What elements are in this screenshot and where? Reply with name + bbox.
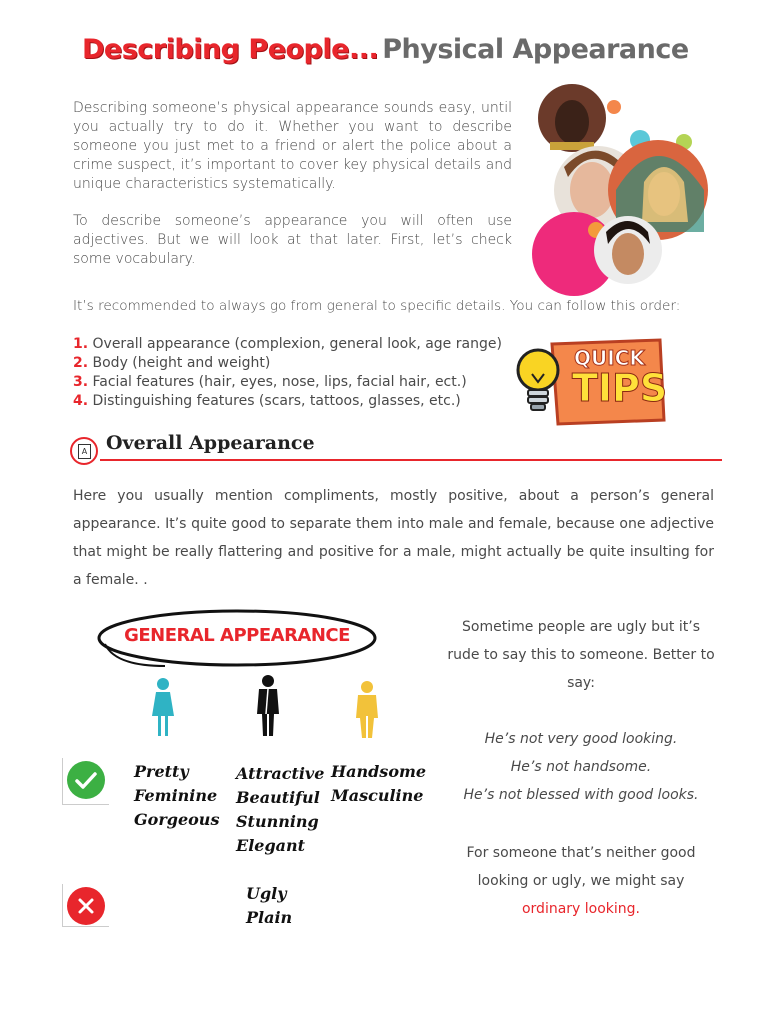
female-adjectives (134, 760, 219, 832)
section-heading: Overall Appearance (106, 432, 315, 454)
general-appearance-label: GENERAL APPEARANCE (124, 625, 350, 646)
title-part-1: Describing People... (82, 34, 379, 65)
adjective: Handsome (331, 762, 427, 781)
quick-tips-line-1: QUICK (574, 346, 645, 370)
lightbulb-icon (514, 344, 566, 424)
negative-adjectives (246, 882, 292, 930)
highlight-text: ordinary looking. (521, 901, 641, 917)
male-adjectives (331, 760, 426, 808)
adjective: Gorgeous (134, 810, 220, 829)
adjective: Attractive (236, 764, 325, 783)
right-column-outro (445, 839, 717, 923)
positive-marker (62, 758, 109, 805)
list-item-number: 4. (73, 393, 89, 409)
list-item (73, 354, 513, 373)
list-item (73, 392, 513, 411)
list-item-text: Facial features (hair, eyes, nose, lips, facial hair, ect.) (92, 374, 467, 390)
intro-paragraph-1: Describing someone’s physical appearance sounds easy, until you actually try to do it. Whether you want to describe someone you just met to a friend or alert the police about a crime suspect, it’s important to cover key physical details and unique characteristics systematically. (73, 100, 512, 192)
section-body: Here you usually mention compliments, mostly positive, about a person’s general appearance. It’s quite good to separate them into male and female, because one adjective that might be really flattering and positive for a male, might actually be quite insulting for a female. . (73, 488, 714, 588)
adjective: Feminine (134, 786, 218, 805)
neutral-figure-icon (254, 674, 282, 738)
section-underline (100, 459, 722, 461)
female-figure-icon (150, 676, 176, 738)
negative-marker (62, 884, 109, 927)
portrait-collage (524, 82, 724, 302)
list-item-text: Distinguishing features (scars, tattoos, glasses, etc.) (92, 393, 461, 409)
adjective: Elegant (236, 836, 306, 855)
outro-text: For someone that’s neither good looking or ugly, we might say (466, 845, 696, 889)
quick-tips-line-2: TIPS (572, 366, 668, 410)
quick-tips-badge (514, 338, 666, 426)
example-line: He’s not very good looking. (484, 731, 678, 747)
adjective: Pretty (134, 762, 189, 781)
example-line: He’s not blessed with good looks. (463, 787, 699, 803)
section-icon-label: A (81, 447, 88, 456)
title-part-2: Physical Appearance (382, 34, 689, 65)
order-list (73, 335, 513, 411)
list-item-number: 2. (73, 355, 89, 371)
list-item-number: 3. (73, 374, 89, 390)
check-icon (67, 761, 105, 799)
section-icon (70, 437, 98, 465)
section-icon-box (78, 444, 91, 459)
list-item-number: 1. (73, 336, 89, 352)
polite-examples (445, 725, 717, 809)
page-title (82, 34, 689, 65)
adjective: Stunning (236, 812, 319, 831)
intro-paragraph-2: To describe someone’s appearance you will often use adjectives. But we will look at that later. First, let’s check some vocabulary. (73, 213, 512, 267)
adjective: Ugly (246, 884, 287, 903)
cross-icon (67, 887, 105, 925)
list-item (73, 373, 513, 392)
adjective: Masculine (331, 786, 424, 805)
intro-paragraph-3: It’s recommended to always go from general to specific details. You can follow this order: (73, 298, 681, 314)
right-column-intro: Sometime people are ugly but it’s rude to say this to someone. Better to say: (447, 619, 715, 691)
list-item-text: Body (height and weight) (92, 355, 271, 371)
neutral-adjectives (236, 762, 324, 858)
adjective: Plain (246, 908, 293, 927)
male-figure-icon (354, 680, 380, 740)
example-line: He’s not handsome. (510, 759, 652, 775)
adjective: Beautiful (236, 788, 320, 807)
list-item-text: Overall appearance (complexion, general look, age range) (92, 336, 502, 352)
list-item (73, 335, 513, 354)
